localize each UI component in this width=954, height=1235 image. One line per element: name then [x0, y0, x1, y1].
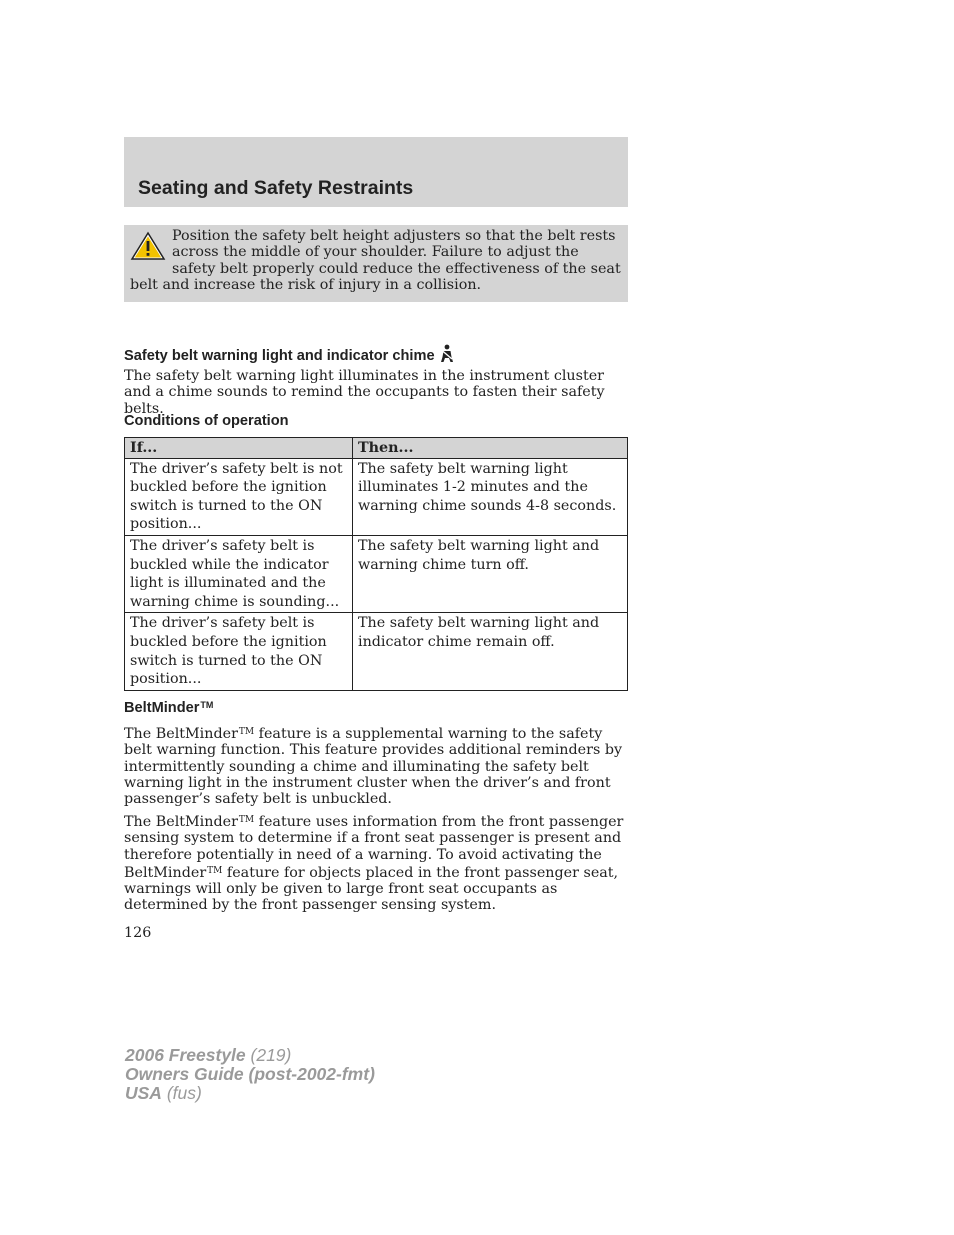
- beltminder-paragraph-2-end: feature for objects placed in the front passenger seat, warnings will only be given to large front seat occupants as determined by the front passenger sensing system.: [124, 864, 619, 914]
- document-footer: [125, 1046, 375, 1103]
- warning-box: [124, 225, 628, 302]
- footer-market: USA: [125, 1083, 162, 1103]
- trademark-mark: TM: [200, 700, 214, 710]
- seatbelt-icon: [439, 344, 455, 363]
- beltminder-paragraph-1-text: feature is a supplemental warning to the safety belt warning function. This feature provides additional reminders by intermittently sounding a chime and illuminating the safety belt warning light in the instrument cluster when the driver’s and front passenger’s safety belt is unbuckled.: [124, 726, 623, 808]
- table-cell-if: The driver’s safety belt is not buckled before the ignition switch is turned to the ON position...: [125, 458, 353, 535]
- table-cell-if: The driver’s safety belt is buckled before the ignition switch is turned to the ON position...: [125, 613, 353, 690]
- trademark-mark: TM: [238, 815, 255, 825]
- beltminder-paragraph-2: [124, 812, 624, 914]
- column-header-then: Then...: [353, 438, 628, 459]
- conditions-table: [124, 437, 628, 691]
- beltminder-paragraph-1: [124, 724, 624, 807]
- beltminder-paragraph-2-text: feature uses information from the front passenger sensing system to determine if a front seat passenger is present and therefore potentially in need of a warning. To avoid activating the BeltMinder: [124, 814, 624, 881]
- table-header-row: [125, 438, 628, 459]
- warning-triangle-icon: [130, 231, 166, 261]
- table-cell-then: The safety belt warning light and indicator chime remain off.: [353, 613, 628, 690]
- table-row: [125, 613, 628, 690]
- table-cell-then: The safety belt warning light illuminates 1-2 minutes and the warning chime sounds 4-8 seconds.: [353, 458, 628, 535]
- footer-line-1: [125, 1046, 375, 1065]
- footer-model: 2006 Freestyle: [125, 1045, 246, 1065]
- beltminder-heading: [124, 700, 213, 716]
- warning-text: Position the safety belt height adjusters so that the belt rests across the middle of your shoulder. Failure to adjust the safety belt properly could reduce the effectiveness of the seat belt and increase the risk of injury in a collision.: [130, 228, 621, 293]
- table-cell-then: The safety belt warning light and warning chime turn off.: [353, 535, 628, 612]
- footer-guide: Owners Guide (post-2002-fmt): [125, 1064, 375, 1084]
- trademark-mark: TM: [207, 865, 223, 876]
- belt-warning-heading-text: Safety belt warning light and indicator chime: [124, 348, 435, 364]
- belt-warning-body: The safety belt warning light illuminates in the instrument cluster and a chime sounds to remind the occupants to fasten their safety belts.: [124, 368, 605, 417]
- table-cell-if: The driver’s safety belt is buckled while the indicator light is illuminated and the warning chime is sounding...: [125, 535, 353, 612]
- page-number: 126: [124, 925, 152, 941]
- belt-warning-heading: [124, 344, 455, 364]
- beltminder-heading-text: BeltMinder: [124, 700, 200, 716]
- table-row: [125, 535, 628, 612]
- footer-line-2: [125, 1065, 375, 1084]
- footer-line-3: [125, 1084, 375, 1103]
- table-row: [125, 458, 628, 535]
- beltminder-name: The BeltMinder: [124, 814, 238, 830]
- trademark-mark: TM: [238, 727, 255, 737]
- footer-market-code: (fus): [161, 1083, 202, 1103]
- footer-model-code: (219): [245, 1045, 292, 1065]
- conditions-heading: Conditions of operation: [124, 413, 289, 429]
- column-header-if: If...: [125, 438, 353, 459]
- section-header-band: [124, 137, 628, 207]
- section-title: Seating and Safety Restraints: [138, 177, 414, 199]
- beltminder-name: The BeltMinder: [124, 726, 238, 742]
